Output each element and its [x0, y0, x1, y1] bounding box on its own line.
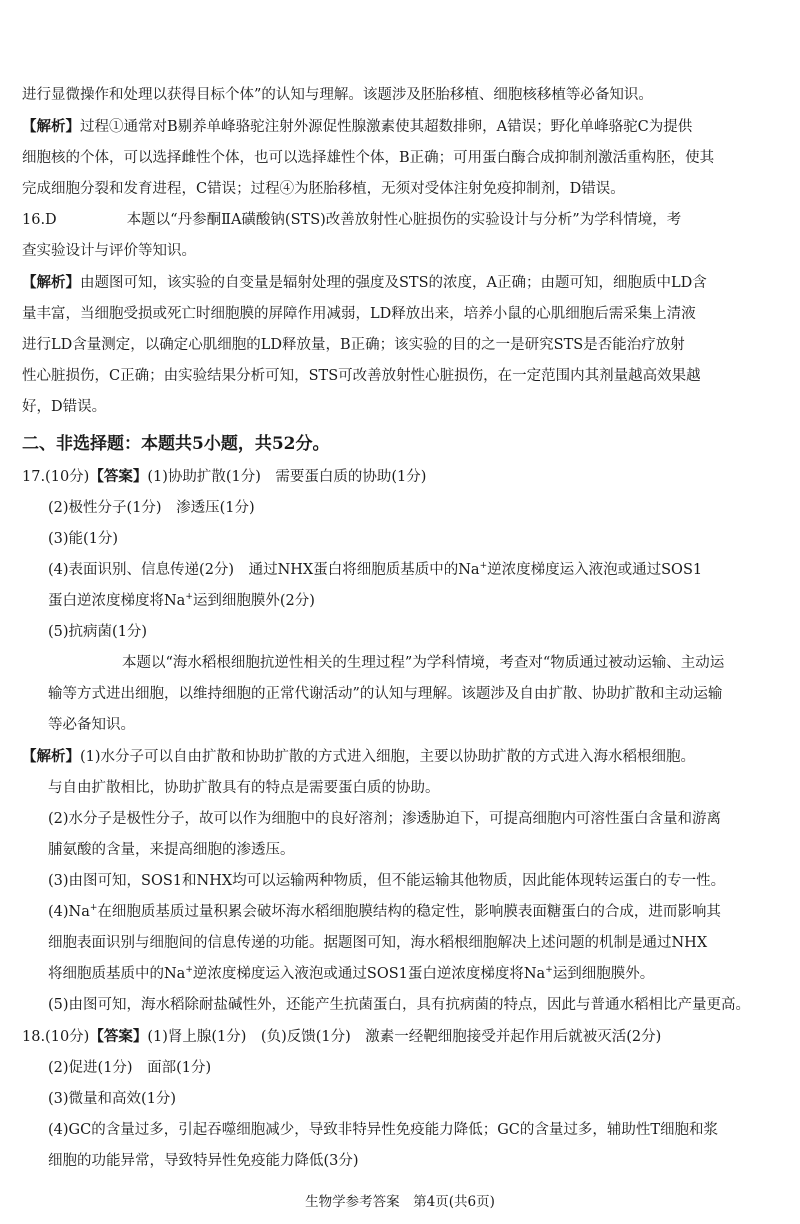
text-line: 细胞核的个体，可以选择雌性个体，也可以选择雄性个体，B正确；可用蛋白酶合成抑制剂激活重构胚，使其: [22, 150, 715, 166]
answer-line: (1)肾上腺(1分) (负)反馈(1分) 激素一经靶细胞接受并起作用后就被灭活(2分): [147, 1029, 662, 1045]
superscript-plus: +: [479, 561, 488, 572]
text-span: 逆浓度梯度运入液泡或通过SOS1: [487, 562, 703, 578]
superscript-plus: +: [89, 903, 98, 914]
text-line: 进行显微操作和处理以获得目标个体”的认知与理解。该题涉及胚胎移植、细胞核移植等必备知识。: [22, 87, 653, 103]
text-line: [22, 897, 778, 928]
answer-tag: 【答案】: [89, 468, 148, 485]
text-line: 过程①通常对B剔养单峰骆驼注射外源促性腺激素使其超数排卵，A错误；野化单峰骆驼C为提供: [80, 119, 693, 135]
page-footer: 生物学参考答案 第4页(共6页): [305, 1194, 495, 1210]
text-span: (4)Na: [48, 904, 90, 920]
analysis-tag: 【解析】: [22, 748, 80, 765]
answer-line: (1)协助扩散(1分) 需要蛋白质的协助(1分): [147, 469, 427, 485]
answer-line: 细胞的功能异常，导致特异性免疫能力降低(3分): [48, 1153, 359, 1169]
question-16-header: [22, 205, 778, 236]
text-line: 性心脏损伤，C正确；由实验结果分析可知，STS可改善放射性心脏损伤，在一定范围内其剂量越高效果越: [22, 368, 701, 384]
superscript-plus: +: [185, 965, 193, 976]
text-span: 在细胞质基质过量积累会破坏海水稻细胞膜结构的稳定性，影响膜表面糖蛋白的合成，进而影响其: [97, 904, 721, 920]
text-span: 蛋白逆浓度梯度将Na: [48, 593, 186, 609]
section-heading: 二、非选择题：本题共5小题，共52分。: [22, 434, 330, 454]
question-intro: 本题以“海水稻根细胞抗逆性相关的生理过程”为学科情境，考查对“物质通过被动运输、主动运: [122, 655, 725, 671]
answer-line: (4)GC的含量过多，引起吞噬细胞减少，导致非特异性免疫能力降低；GC的含量过多，辅助性T细胞和浆: [48, 1122, 719, 1138]
text-line: 脯氨酸的含量，来提高细胞的渗透压。: [48, 842, 295, 858]
analysis-tag: 【解析】: [22, 118, 80, 135]
superscript-plus: +: [185, 592, 193, 603]
superscript-plus: +: [545, 965, 553, 976]
answer-line: (2)促进(1分) 面部(1分): [48, 1060, 212, 1076]
text-line: 细胞表面识别与细胞间的信息传递的功能。据题图可知，海水稻根细胞解决上述问题的机制是通过NHX: [48, 935, 708, 951]
text-span: 将细胞质基质中的Na: [48, 966, 186, 982]
answer-tag: 【答案】: [89, 1028, 148, 1045]
text-line: 输等方式进出细胞，以维持细胞的正常代谢活动”的认知与理解。该题涉及自由扩散、协助扩散和主动运输: [48, 686, 723, 702]
text-line: 等必备知识。: [48, 717, 135, 733]
question-17-header: [22, 461, 778, 493]
text-line: (3)由图可知，SOS1和NHX均可以运输两种物质，但不能运输其他物质，因此能体现转运蛋白的专一性。: [48, 873, 726, 889]
text-span: 运到细胞膜外(2分): [192, 593, 315, 609]
text-span: 逆浓度梯度运入液泡或通过SOS1蛋白逆浓度梯度将Na: [192, 966, 546, 982]
answer-line: [22, 555, 778, 586]
text-span: 运到细胞膜外。: [552, 966, 655, 982]
text-line: 好，D错误。: [22, 399, 107, 415]
text-line: [22, 959, 778, 990]
answer-line: (5)抗病菌(1分): [48, 624, 148, 640]
answer-line: (2)极性分子(1分) 渗透压(1分): [48, 500, 255, 516]
text-line: (5)由图可知，海水稻除耐盐碱性外，还能产生抗菌蛋白，具有抗病菌的特点，因此与普通水稻相比产量更高。: [48, 997, 751, 1013]
text-line: 量丰富，当细胞受损或死亡时细胞膜的屏障作用减弱，LD释放出来，培养小鼠的心肌细胞后需采集上清液: [22, 306, 696, 322]
analysis-tag: 【解析】: [22, 274, 80, 291]
question-number: 17.(10分): [22, 469, 90, 485]
question-18-header: [22, 1021, 778, 1053]
answer-line: [22, 586, 778, 617]
question-number: 16.D: [22, 212, 57, 228]
answer-line: (3)微量和高效(1分): [48, 1091, 177, 1107]
question-intro: 本题以“丹参酮ⅡA磺酸钠(STS)改善放射性心脏损伤的实验设计与分析”为学科情境，考: [126, 212, 682, 228]
text-line: (2)水分子是极性分子，故可以作为细胞中的良好溶剂；渗透胁迫下，可提高细胞内可溶性蛋白含量和游离: [48, 811, 722, 827]
text-line: (1)水分子可以自由扩散和协助扩散的方式进入细胞，主要以协助扩散的方式进入海水稻根细胞。: [80, 749, 696, 765]
analysis-paragraph: [22, 741, 778, 773]
analysis-paragraph: [22, 111, 778, 143]
text-span: (4)表面识别、信息传递(2分) 通过NHX蛋白将细胞质基质中的Na: [48, 562, 480, 578]
text-line: 由题图可知，该实验的自变量是辐射处理的强度及STS的浓度，A正确；由题可知，细胞质中LD含: [80, 275, 707, 291]
analysis-paragraph: [22, 267, 778, 299]
question-number: 18.(10分): [22, 1029, 90, 1045]
answer-line: (3)能(1分): [48, 531, 119, 547]
text-line: 与自由扩散相比，协助扩散具有的特点是需要蛋白质的协助。: [48, 780, 440, 796]
text-line: 进行LD含量测定，以确定心肌细胞的LD释放量，B正确；该实验的目的之一是研究STS是否能治疗放射: [22, 337, 685, 353]
text-line: 完成细胞分裂和发育进程，C错误；过程④为胚胎移植，无须对受体注射免疫抑制剂，D错误。: [22, 181, 625, 197]
text-line: 查实验设计与评价等知识。: [22, 243, 196, 259]
